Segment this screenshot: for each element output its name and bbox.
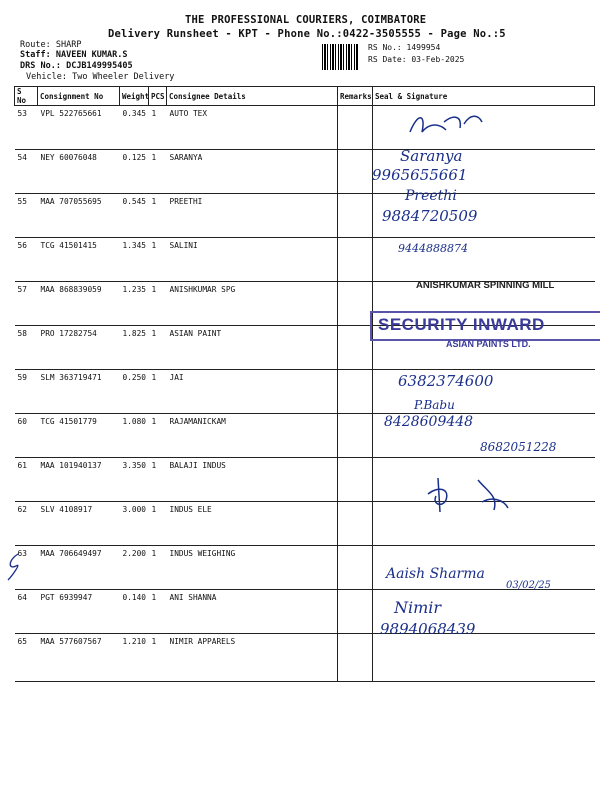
sig56-phone: 9444888874 xyxy=(398,242,468,255)
remarks-cell xyxy=(338,150,373,194)
table-header-row xyxy=(15,87,595,106)
table-row xyxy=(15,106,595,150)
consignee-cell: INDUS ELE xyxy=(167,502,338,546)
weight-cell: 3.350 xyxy=(120,458,149,502)
consignment-cell: TCG 41501779 xyxy=(38,414,120,458)
table-row xyxy=(15,238,595,282)
weight-cell: 0.125 xyxy=(120,150,149,194)
sig54-name: Saranya xyxy=(400,147,463,165)
consignee-cell: AUTO TEX xyxy=(167,106,338,150)
sno-cell: 65 xyxy=(15,634,38,682)
consignee-cell: ANI SHANNA xyxy=(167,590,338,634)
barcode-graphic xyxy=(322,44,358,70)
sno-cell: 56 xyxy=(15,238,38,282)
table-row xyxy=(15,194,595,238)
weight-cell: 0.250 xyxy=(120,370,149,414)
consignment-cell: NEY 60076048 xyxy=(38,150,120,194)
sno-cell: 60 xyxy=(15,414,38,458)
pcs-cell: 1 xyxy=(149,326,167,370)
pcs-cell: 1 xyxy=(149,546,167,590)
rs-date-line: RS Date: 03-Feb-2025 xyxy=(368,55,465,64)
consignment-cell: SLM 363719471 xyxy=(38,370,120,414)
consignment-cell: MAA 101940137 xyxy=(38,458,120,502)
remarks-cell xyxy=(338,106,373,150)
sno-cell: 64 xyxy=(15,590,38,634)
col-pcs: PCS xyxy=(149,87,167,106)
col-consignment: Consignment No xyxy=(38,87,120,106)
sig55-phone: 9884720509 xyxy=(382,207,478,225)
remarks-cell xyxy=(338,502,373,546)
pcs-cell: 1 xyxy=(149,414,167,458)
stamp-anishkumar: ANISHKUMAR SPINNING MILL xyxy=(416,280,555,291)
consignment-cell: MAA 707055695 xyxy=(38,194,120,238)
consignee-cell: NIMIR APPARELS xyxy=(167,634,338,682)
vehicle-line: Vehicle: Two Wheeler Delivery xyxy=(26,72,175,82)
runsheet-subtitle: Delivery Runsheet - KPT - Phone No.:0422-3505555 - Page No.:5 xyxy=(108,28,506,40)
weight-cell: 0.545 xyxy=(120,194,149,238)
sno-cell: 59 xyxy=(15,370,38,414)
rs-number-line: RS No.: 1499954 xyxy=(368,43,441,52)
signature-62-63-scribble xyxy=(418,472,518,516)
col-weight: Weight xyxy=(120,87,149,106)
route-line: Route: SHARP xyxy=(20,40,82,50)
consignee-cell: SARANYA xyxy=(167,150,338,194)
consignee-cell: PREETHI xyxy=(167,194,338,238)
sno-cell: 54 xyxy=(15,150,38,194)
table-row xyxy=(15,150,595,194)
weight-cell: 2.200 xyxy=(120,546,149,590)
vehicle-value: Two Wheeler Delivery xyxy=(72,72,175,82)
consignee-cell: ASIAN PAINT xyxy=(167,326,338,370)
sno-cell: 61 xyxy=(15,458,38,502)
pcs-cell: 1 xyxy=(149,106,167,150)
sig64-name: Aaish Sharma xyxy=(386,566,485,582)
consignment-cell: MAA 577607567 xyxy=(38,634,120,682)
weight-cell: 1.080 xyxy=(120,414,149,458)
consignee-cell: BALAJI INDUS xyxy=(167,458,338,502)
consignee-cell: SALINI xyxy=(167,238,338,282)
sig55-name: Preethi xyxy=(405,188,457,204)
runsheet-title: THE PROFESSIONAL COURIERS, COIMBATORE xyxy=(185,14,427,26)
pcs-cell: 1 xyxy=(149,238,167,282)
col-remarks: Remarks xyxy=(338,87,373,106)
weight-cell: 1.345 xyxy=(120,238,149,282)
pcs-cell: 1 xyxy=(149,590,167,634)
row-64-margin-scribble xyxy=(4,552,26,582)
remarks-cell xyxy=(338,546,373,590)
stamp-asian-paints: ASIAN PAINTS LTD. xyxy=(446,339,531,349)
remarks-cell xyxy=(338,458,373,502)
staff-line: Staff: NAVEEN KUMAR.S xyxy=(20,50,128,60)
consignment-cell: SLV 4108917 xyxy=(38,502,120,546)
remarks-cell xyxy=(338,370,373,414)
pcs-cell: 1 xyxy=(149,150,167,194)
stamp-security-inward: SECURITY INWARD xyxy=(378,315,545,334)
remarks-cell xyxy=(338,238,373,282)
consignment-cell: MAA 868839059 xyxy=(38,282,120,326)
sig54-phone: 9965655661 xyxy=(372,166,468,184)
table-row xyxy=(15,370,595,414)
signature-cell xyxy=(373,634,595,682)
pcs-cell: 1 xyxy=(149,370,167,414)
table-row xyxy=(15,590,595,634)
consignee-cell: RAJAMANICKAM xyxy=(167,414,338,458)
weight-cell: 0.345 xyxy=(120,106,149,150)
consignment-cell: VPL 522765661 xyxy=(38,106,120,150)
consignment-cell: PGT 6939947 xyxy=(38,590,120,634)
weight-cell: 0.140 xyxy=(120,590,149,634)
sno-cell: 57 xyxy=(15,282,38,326)
weight-cell: 1.235 xyxy=(120,282,149,326)
sig65-phone: 9894068439 xyxy=(380,620,476,638)
rs-date-value: 03-Feb-2025 xyxy=(411,55,465,64)
rs-number-value: 1499954 xyxy=(406,43,441,52)
consignment-cell: MAA 706649497 xyxy=(38,546,120,590)
sno-cell: 63 xyxy=(15,546,38,590)
weight-cell: 1.825 xyxy=(120,326,149,370)
consignee-cell: INDUS WEIGHING xyxy=(167,546,338,590)
remarks-cell xyxy=(338,326,373,370)
signature-53-scribble xyxy=(400,104,490,140)
weight-cell: 3.000 xyxy=(120,502,149,546)
remarks-cell xyxy=(338,634,373,682)
sno-cell: 55 xyxy=(15,194,38,238)
col-consignee: Consignee Details xyxy=(167,87,338,106)
sig60-phone: 6382374600 xyxy=(398,372,494,390)
col-signature: Seal & Signature xyxy=(373,87,595,106)
route-value: SHARP xyxy=(55,40,82,50)
consignee-cell: ANISHKUMAR SPG xyxy=(167,282,338,326)
sno-cell: 58 xyxy=(15,326,38,370)
drs-line: DRS No.: DCJB149995405 xyxy=(20,61,133,71)
pcs-cell: 1 xyxy=(149,194,167,238)
consignee-cell: JAI xyxy=(167,370,338,414)
consignment-cell: PRO 17282754 xyxy=(38,326,120,370)
sno-cell: 62 xyxy=(15,502,38,546)
sno-cell: 53 xyxy=(15,106,38,150)
drs-value: DCJB149995405 xyxy=(66,61,133,71)
weight-cell: 1.210 xyxy=(120,634,149,682)
remarks-cell xyxy=(338,590,373,634)
table-row xyxy=(15,634,595,682)
remarks-cell xyxy=(338,194,373,238)
col-sno: S No xyxy=(15,87,38,106)
pcs-cell: 1 xyxy=(149,282,167,326)
staff-value: NAVEEN KUMAR.S xyxy=(55,50,128,60)
pcs-cell: 1 xyxy=(149,458,167,502)
sig65-name: Nimir xyxy=(394,598,442,617)
consignment-cell: TCG 41501415 xyxy=(38,238,120,282)
pcs-cell: 1 xyxy=(149,634,167,682)
runsheet-table xyxy=(14,86,595,682)
sig60b-phone: 8428609448 xyxy=(384,414,474,430)
remarks-cell xyxy=(338,414,373,458)
sig60b-name: P.Babu xyxy=(414,398,455,412)
pcs-cell: 1 xyxy=(149,502,167,546)
sig61-phone: 8682051228 xyxy=(480,440,557,454)
sig64-date: 03/02/25 xyxy=(506,580,551,591)
remarks-cell xyxy=(338,282,373,326)
